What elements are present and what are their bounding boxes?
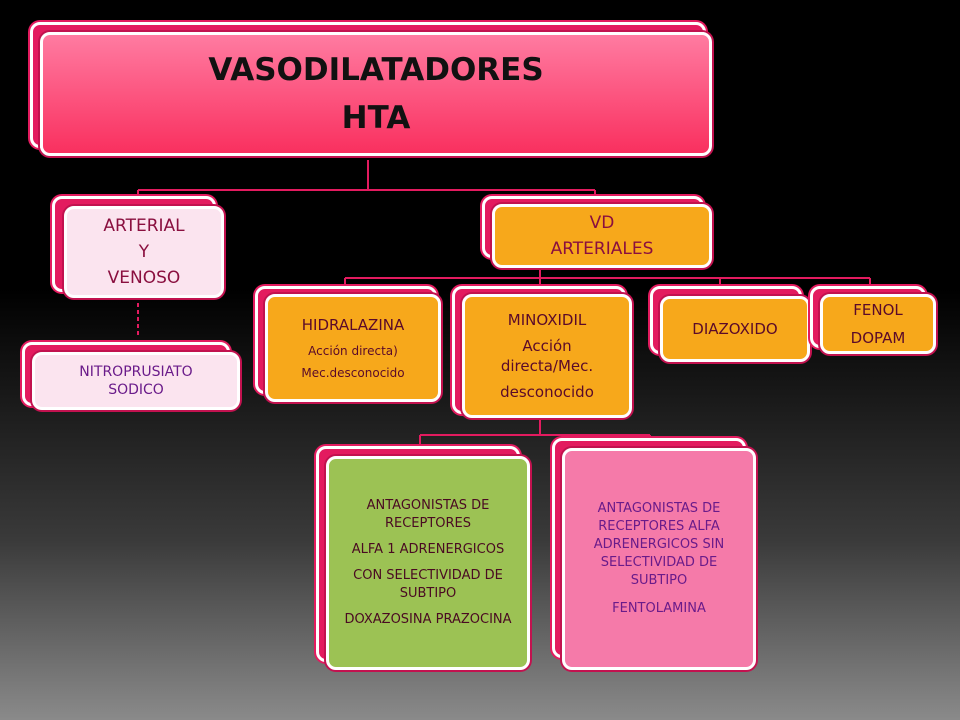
node-nitroprusiato bbox=[22, 342, 244, 414]
title-line1: VASODILATADORES bbox=[208, 52, 544, 88]
arterial-venoso-line1: ARTERIAL bbox=[103, 216, 185, 236]
hidralazina-line1: HIDRALAZINA bbox=[301, 316, 405, 334]
minoxidil-line3: directa/Mec. bbox=[500, 357, 594, 375]
node-minoxidil bbox=[452, 286, 638, 422]
hidralazina-line3: Mec.desconocido bbox=[301, 366, 405, 380]
selective-line4: DOXAZOSINA PRAZOCINA bbox=[344, 612, 512, 627]
fenol-line2: DOPAM bbox=[850, 329, 906, 347]
minoxidil-line1: MINOXIDIL bbox=[507, 311, 587, 329]
nonselective-line1: ANTAGONISTAS DE RECEPTORES ALFA ADRENERGICOS SIN SELECTIVIDAD DE SUBTIPO bbox=[593, 501, 725, 588]
node-nonselective-antagonists bbox=[552, 438, 760, 674]
arterial-venoso-line3: VENOSO bbox=[107, 268, 181, 288]
node-fenol bbox=[810, 286, 940, 358]
selective-line1: ANTAGONISTAS DE RECEPTORES bbox=[366, 498, 490, 531]
connector-root bbox=[138, 160, 595, 200]
minoxidil-line2: Acción bbox=[522, 337, 572, 355]
fenol-line1: FENOL bbox=[853, 301, 903, 319]
vd-line2: ARTERIALES bbox=[550, 239, 654, 259]
arterial-venoso-line2: Y bbox=[138, 242, 150, 262]
node-hidralazina bbox=[255, 286, 447, 406]
node-selective-antagonists bbox=[316, 446, 534, 676]
title-line2: HTA bbox=[341, 100, 411, 136]
minoxidil-line4: desconocido bbox=[500, 383, 594, 401]
nonselective-line2: FENTOLAMINA bbox=[612, 601, 706, 616]
node-vd-arteriales bbox=[482, 196, 718, 274]
node-arterial-venoso bbox=[52, 196, 228, 302]
title-node bbox=[30, 22, 718, 162]
node-diazoxido bbox=[650, 286, 814, 366]
diazoxido-line1: DIAZOXIDO bbox=[692, 320, 778, 338]
hidralazina-line2: Acción directa) bbox=[308, 344, 398, 358]
selective-line3: CON SELECTIVIDAD DE SUBTIPO bbox=[353, 568, 503, 601]
nitroprusiato-line1: NITROPRUSIATO bbox=[79, 364, 193, 380]
vd-line1: VD bbox=[589, 213, 615, 233]
nitroprusiato-line2: SODICO bbox=[108, 382, 164, 398]
selective-line2: ALFA 1 ADRENERGICOS bbox=[351, 542, 505, 557]
